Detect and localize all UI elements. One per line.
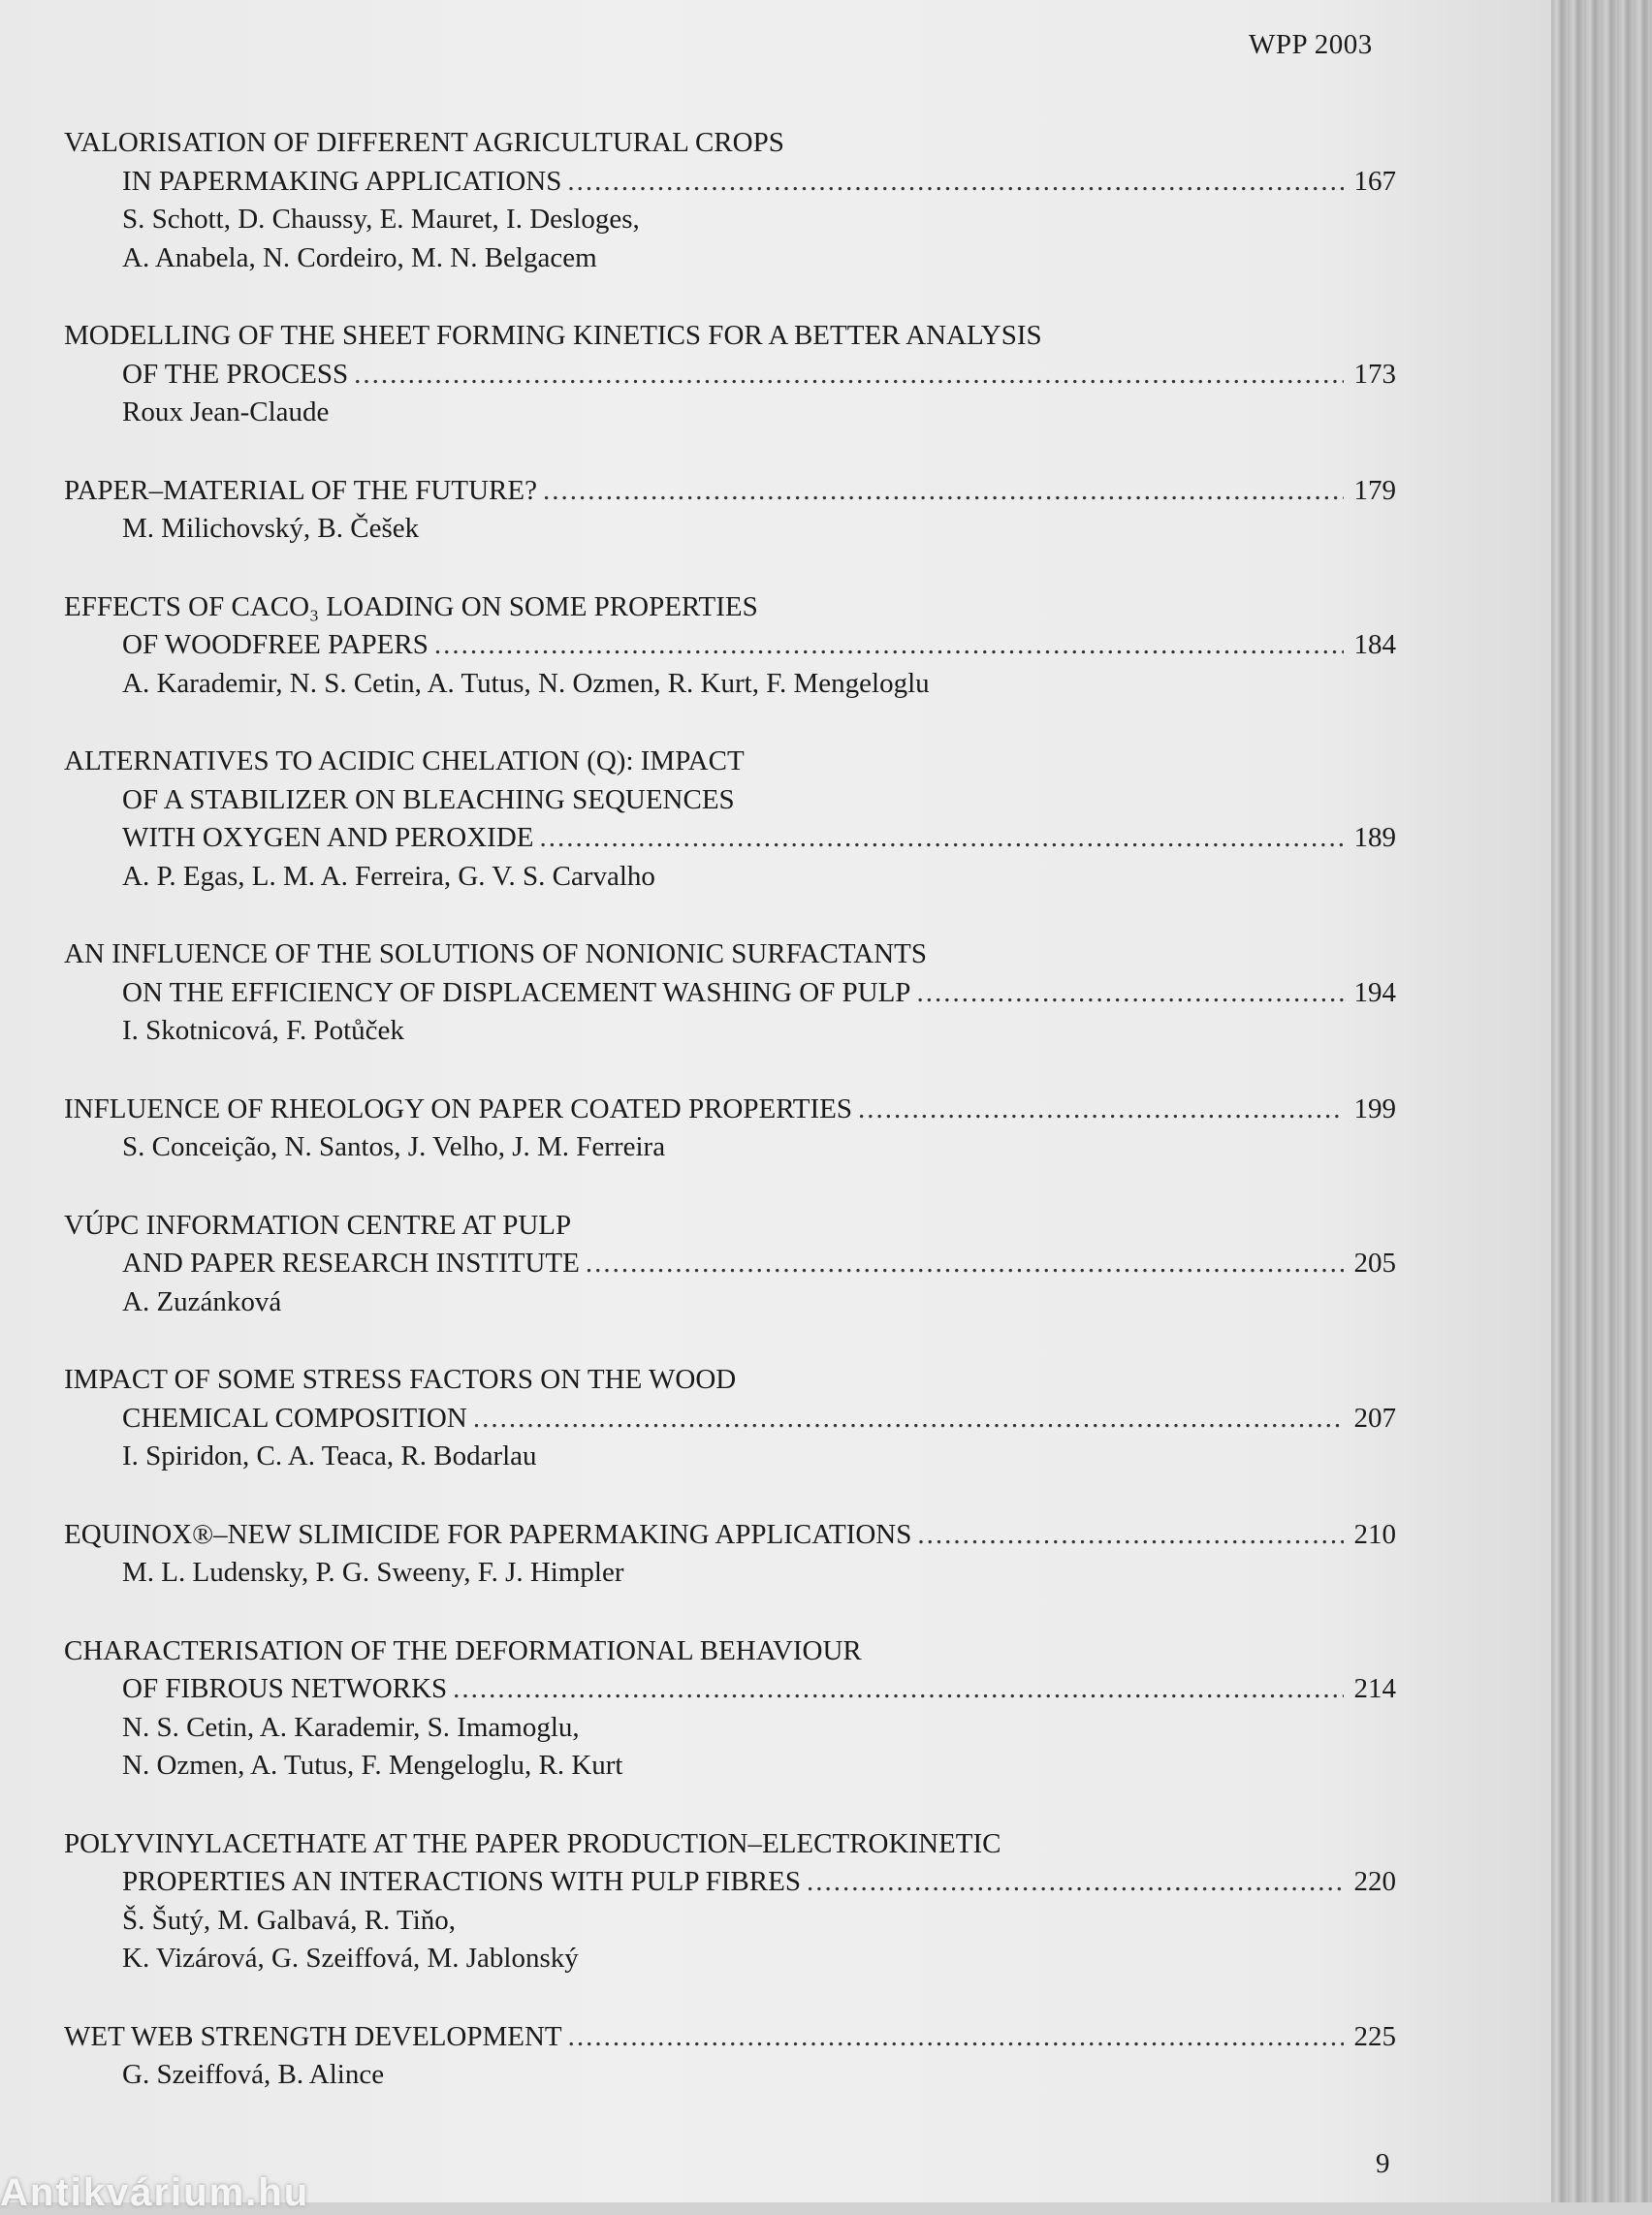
watermark-text: Antikvárium.hu	[0, 2171, 310, 2214]
dot-leader	[543, 472, 1344, 511]
entry-title-text: WITH OXYGEN AND PEROXIDE	[122, 822, 534, 853]
entry-title-text: OF WOODFREE PAPERS	[122, 629, 429, 660]
entry-page-number: 207	[1353, 1402, 1396, 1434]
toc-entry	[64, 317, 1396, 432]
page-number: 9	[1376, 2148, 1390, 2179]
entry-title-line: VÚPC INFORMATION CENTRE AT PULP	[64, 1209, 572, 1241]
entry-title-text: PAPER–MATERIAL OF THE FUTURE?	[64, 474, 537, 506]
running-header: WPP 2003	[1249, 29, 1373, 60]
entry-title-line-last	[64, 356, 1396, 395]
toc-entry	[64, 1516, 1396, 1593]
entry-page-number: 194	[1353, 976, 1396, 1008]
dot-leader	[434, 626, 1344, 665]
entry-title-line-last	[64, 1516, 1396, 1555]
entry-authors: S. Schott, D. Chaussy, E. Mauret, I. Desloges,	[122, 204, 640, 235]
entry-title-line: EFFECTS OF CACO₃ LOADING ON SOME PROPERTIES	[64, 590, 758, 622]
entry-authors: M. L. Ludensky, P. G. Sweeny, F. J. Himpler	[122, 1557, 624, 1588]
dot-leader	[858, 1091, 1344, 1129]
entry-title-line-last	[64, 1091, 1396, 1129]
toc-entry	[64, 1361, 1396, 1476]
entry-title-text: WET WEB STRENGTH DEVELOPMENT	[64, 2020, 562, 2052]
entry-authors: Š. Šutý, M. Galbavá, R. Tiňo,	[122, 1904, 457, 1936]
entry-title-line-last	[64, 2018, 1396, 2057]
entry-title-line-last	[64, 163, 1396, 202]
entry-title-line-last	[64, 1245, 1396, 1283]
dot-leader	[807, 1863, 1344, 1902]
toc-entry	[64, 1632, 1396, 1786]
dot-leader	[917, 1516, 1344, 1555]
entry-authors: I. Skotnicová, F. Potůček	[122, 1015, 404, 1046]
entry-authors: Roux Jean-Claude	[122, 396, 330, 427]
entry-title-line-last	[64, 472, 1396, 511]
entry-authors: N. S. Cetin, A. Karademir, S. Imamoglu,	[122, 1711, 580, 1743]
entry-authors: N. Ozmen, A. Tutus, F. Mengeloglu, R. Kurt	[122, 1750, 623, 1781]
entry-authors: G. Szeiffová, B. Alince	[122, 2059, 385, 2090]
dot-leader	[539, 819, 1344, 858]
toc-entry	[64, 2018, 1396, 2095]
entry-page-number: 214	[1353, 1673, 1396, 1704]
entry-authors: I. Spiridon, C. A. Teaca, R. Bodarlau	[122, 1440, 537, 1471]
entry-title-text: CHEMICAL COMPOSITION	[122, 1402, 467, 1434]
entry-page-number: 189	[1353, 822, 1396, 853]
entry-page-number: 167	[1353, 165, 1396, 197]
entry-title-line: ALTERNATIVES TO ACIDIC CHELATION (Q): IMPACT	[64, 745, 745, 776]
dot-leader	[586, 1245, 1344, 1283]
toc-entry	[64, 1207, 1396, 1322]
dot-leader	[354, 356, 1344, 395]
toc-entry	[64, 1825, 1396, 1978]
entry-page-number: 173	[1353, 358, 1396, 390]
entry-authors: A. Karademir, N. S. Cetin, A. Tutus, N. Ozmen, R. Kurt, F. Mengeloglu	[122, 667, 930, 699]
entry-authors: M. Milichovský, B. Češek	[122, 513, 420, 544]
toc-entry	[64, 743, 1396, 896]
entry-title-line: IMPACT OF SOME STRESS FACTORS ON THE WOOD	[64, 1364, 737, 1395]
toc-entry	[64, 1091, 1396, 1167]
entry-title-text: AND PAPER RESEARCH INSTITUTE	[122, 1248, 580, 1279]
entry-title-line-last	[64, 974, 1396, 1013]
entry-authors: A. Zuzánková	[122, 1285, 282, 1317]
entry-page-number: 184	[1353, 629, 1396, 660]
dot-leader	[568, 2018, 1344, 2057]
entry-page-number: 205	[1353, 1248, 1396, 1279]
entry-title-line: CHARACTERISATION OF THE DEFORMATIONAL BEHAVIOUR	[64, 1634, 862, 1666]
entry-title-line: POLYVINYLACETHATE AT THE PAPER PRODUCTION–ELECTROKINETIC	[64, 1827, 1001, 1859]
dot-leader	[453, 1670, 1344, 1709]
entry-page-number: 179	[1353, 474, 1396, 506]
entry-title-line: MODELLING OF THE SHEET FORMING KINETICS FOR A BETTER ANALYSIS	[64, 320, 1042, 351]
entry-title-line-last	[64, 1670, 1396, 1709]
dot-leader	[916, 974, 1344, 1013]
toc-entry	[64, 472, 1396, 549]
entry-authors: S. Conceição, N. Santos, J. Velho, J. M. Ferreira	[122, 1131, 666, 1162]
entry-title-text: OF THE PROCESS	[122, 358, 349, 390]
entry-title-text: EQUINOX®–NEW SLIMICIDE FOR PAPERMAKING APPLICATIONS	[64, 1518, 912, 1550]
entry-title-line-last	[64, 1863, 1396, 1902]
toc-entry	[64, 124, 1396, 277]
entry-title-line: AN INFLUENCE OF THE SOLUTIONS OF NONIONIC SURFACTANTS	[64, 938, 928, 969]
entry-page-number: 225	[1353, 2020, 1396, 2052]
entry-title-text: OF FIBROUS NETWORKS	[122, 1673, 448, 1704]
dot-leader	[473, 1400, 1344, 1439]
entry-authors: A. Anabela, N. Cordeiro, M. N. Belgacem	[122, 241, 597, 273]
dot-leader	[567, 163, 1344, 202]
entry-authors: K. Vizárová, G. Szeiffová, M. Jablonský	[122, 1943, 579, 1974]
entry-authors: A. P. Egas, L. M. A. Ferreira, G. V. S. Carvalho	[122, 860, 655, 892]
entry-title-text: IN PAPERMAKING APPLICATIONS	[122, 165, 562, 197]
entry-title-line: VALORISATION OF DIFFERENT AGRICULTURAL CROPS	[64, 127, 784, 158]
toc-entry	[64, 935, 1396, 1051]
entry-title-text: PROPERTIES AN INTERACTIONS WITH PULP FIBRES	[122, 1866, 801, 1897]
table-of-contents	[64, 124, 1396, 2135]
entry-title-line: OF A STABILIZER ON BLEACHING SEQUENCES	[122, 783, 735, 815]
toc-entry	[64, 588, 1396, 704]
entry-title-line-last	[64, 626, 1396, 665]
entry-title-line-last	[64, 819, 1396, 858]
page-edge-shadow	[1551, 0, 1652, 2202]
entry-title-line-last	[64, 1400, 1396, 1439]
entry-title-text: ON THE EFFICIENCY OF DISPLACEMENT WASHING OF PULP	[122, 976, 911, 1008]
entry-page-number: 199	[1353, 1092, 1396, 1124]
entry-title-text: INFLUENCE OF RHEOLOGY ON PAPER COATED PROPERTIES	[64, 1092, 853, 1124]
entry-page-number: 220	[1353, 1866, 1396, 1897]
entry-page-number: 210	[1353, 1518, 1396, 1550]
